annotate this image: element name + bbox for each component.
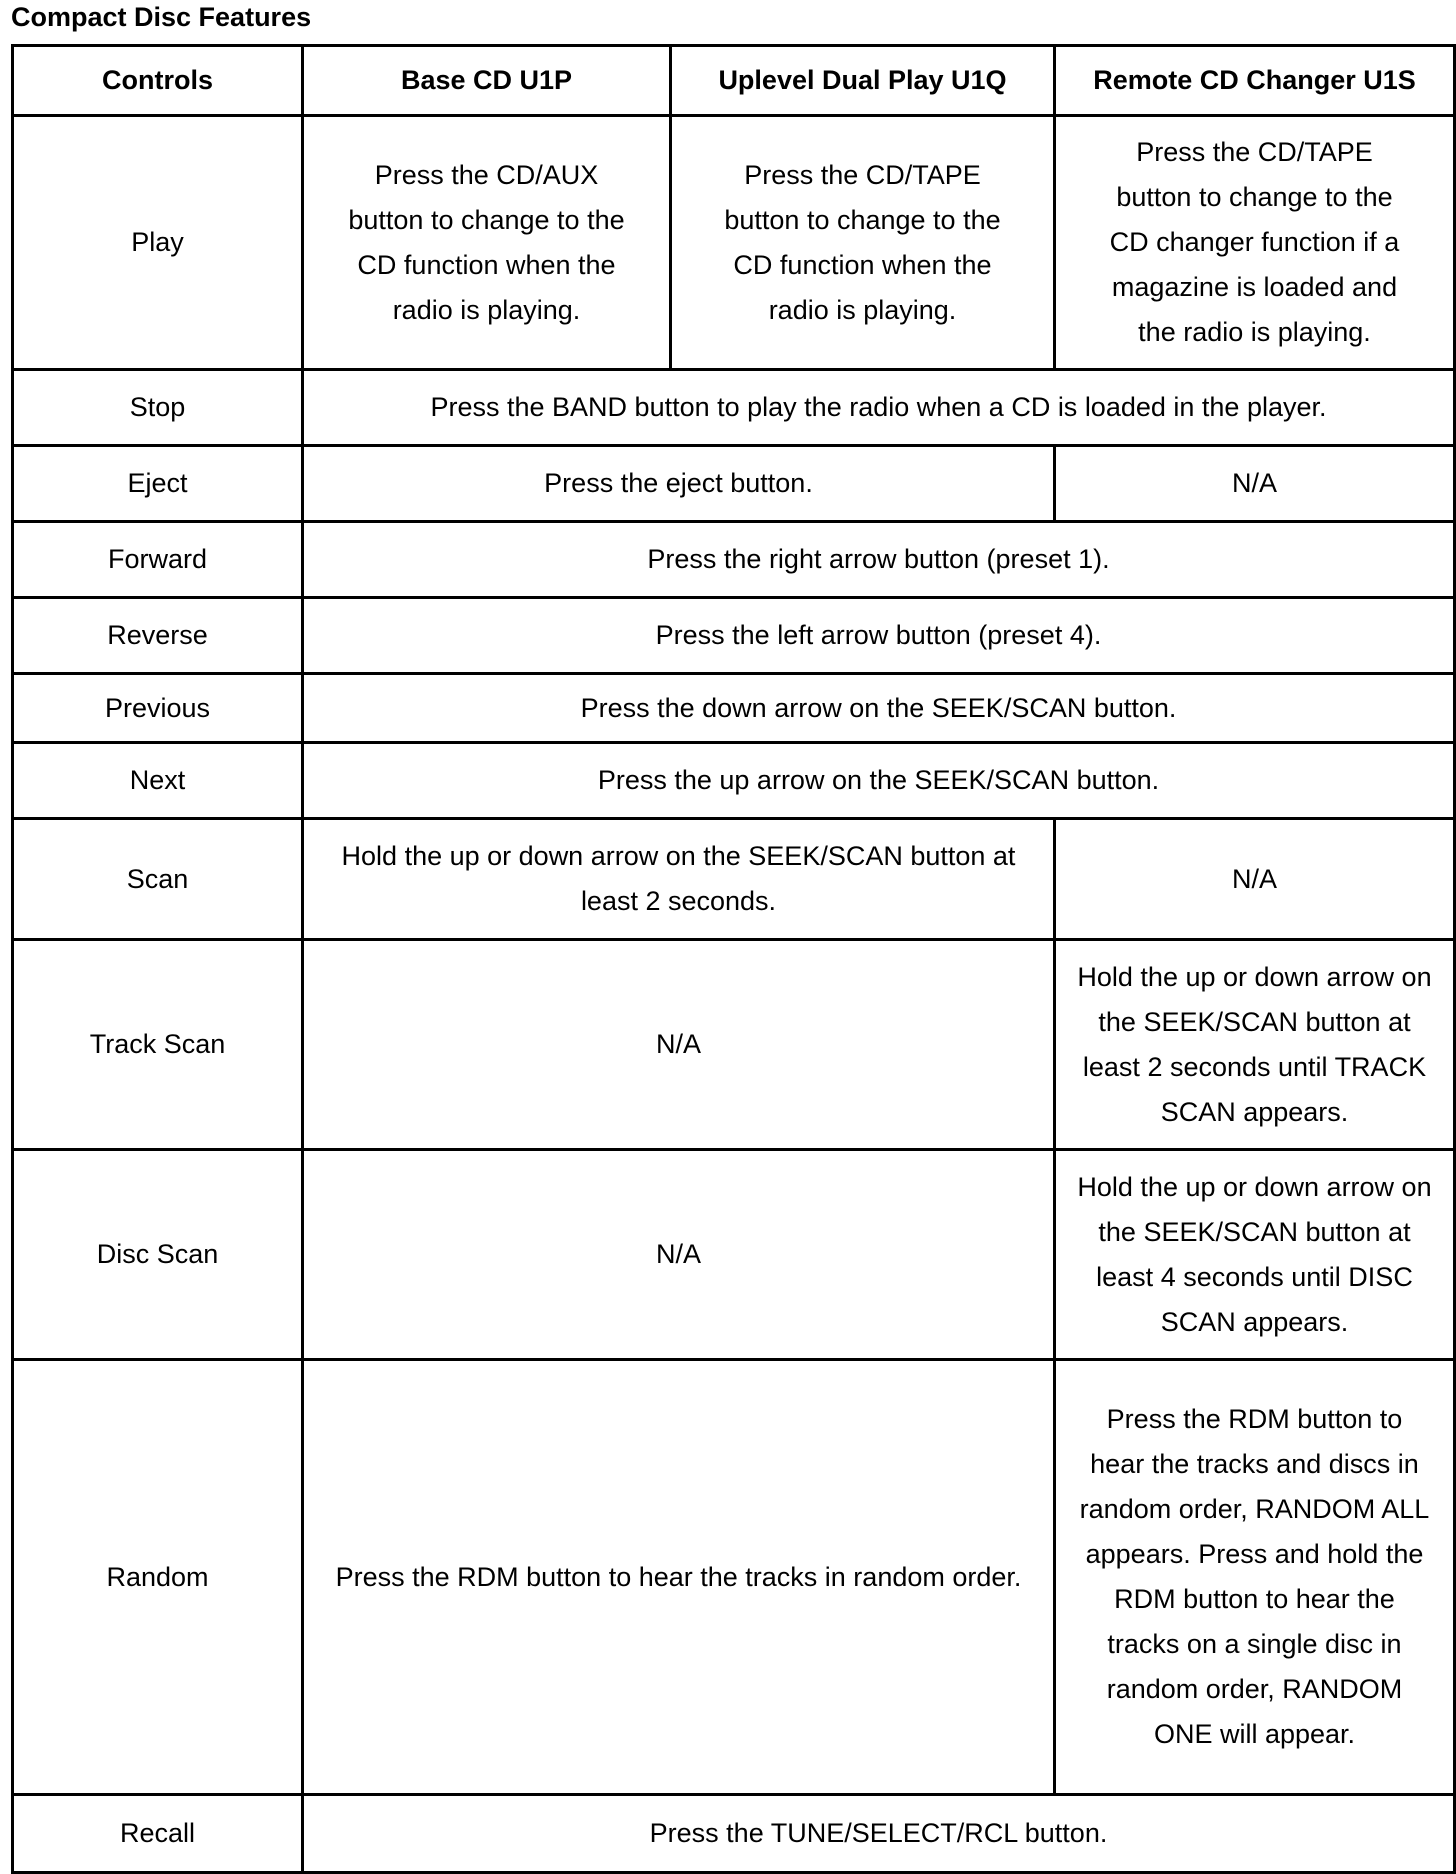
cell-base-uplevel — [303, 1360, 1055, 1795]
cell-text: Hold the up or down arrow on the SEEK/SCAN button at least 2 seconds until TRACK SCAN appears. — [1077, 961, 1432, 1127]
row-label: Reverse — [13, 598, 303, 674]
cell-all: Press the up arrow on the SEEK/SCAN button. — [303, 743, 1455, 819]
row-label: Stop — [13, 370, 303, 446]
cell-all: Press the TUNE/SELECT/RCL button. — [303, 1795, 1455, 1873]
row-random — [13, 1360, 1455, 1795]
cell-remote — [1055, 116, 1455, 370]
cell-text: Hold the up or down arrow on the SEEK/SCAN button at least 2 seconds. — [341, 841, 1016, 916]
row-previous — [13, 674, 1455, 743]
row-label: Forward — [13, 522, 303, 598]
row-label: Track Scan — [13, 940, 303, 1150]
cell-all: Press the left arrow button (preset 4). — [303, 598, 1455, 674]
row-eject — [13, 446, 1455, 522]
row-label: Disc Scan — [13, 1150, 303, 1360]
cell-base-uplevel: Press the eject button. — [303, 446, 1055, 522]
row-stop — [13, 370, 1455, 446]
row-forward — [13, 522, 1455, 598]
cell-base-uplevel: N/A — [303, 940, 1055, 1150]
header-remote-cd-changer: Remote CD Changer U1S — [1055, 46, 1455, 116]
row-label: Previous — [13, 674, 303, 743]
cell-text: Press the RDM button to hear the tracks and discs in random order, RANDOM ALL appears. Press and hold the RDM button to hear the tracks on a single disc in random order, RANDOM ONE will appear. — [1079, 1404, 1430, 1749]
row-play — [13, 116, 1455, 370]
cell-remote: N/A — [1055, 446, 1455, 522]
row-track-scan — [13, 940, 1455, 1150]
cell-text: Press the RDM button to hear the tracks in random order. — [335, 1561, 1022, 1592]
row-reverse — [13, 598, 1455, 674]
features-table — [11, 44, 1456, 1874]
row-label: Recall — [13, 1795, 303, 1873]
header-uplevel-dual-play: Uplevel Dual Play U1Q — [671, 46, 1055, 116]
row-disc-scan — [13, 1150, 1455, 1360]
cell-all: Press the right arrow button (preset 1). — [303, 522, 1455, 598]
cell-text: Hold the up or down arrow on the SEEK/SCAN button at least 4 seconds until DISC SCAN appears. — [1077, 1171, 1432, 1337]
cell-text: Press the CD/AUX button to change to the CD function when the radio is playing. — [348, 159, 625, 325]
cell-base-uplevel: N/A — [303, 1150, 1055, 1360]
cell-text: Press the CD/TAPE button to change to the CD changer function if a magazine is loaded and the radio is playing. — [1109, 137, 1400, 347]
cell-remote — [1055, 1360, 1455, 1795]
cell-text: Press the CD/TAPE button to change to the CD function when the radio is playing. — [724, 159, 1001, 325]
document-title: Compact Disc Features — [11, 2, 312, 32]
cell-remote — [1055, 940, 1455, 1150]
cell-uplevel — [671, 116, 1055, 370]
row-label: Scan — [13, 819, 303, 940]
cell-all: Press the BAND button to play the radio when a CD is loaded in the player. — [303, 370, 1455, 446]
header-base-cd: Base CD U1P — [303, 46, 671, 116]
row-label: Eject — [13, 446, 303, 522]
row-label: Next — [13, 743, 303, 819]
row-scan — [13, 819, 1455, 940]
cell-remote: N/A — [1055, 819, 1455, 940]
header-controls: Controls — [13, 46, 303, 116]
header-row — [13, 46, 1455, 116]
cell-remote — [1055, 1150, 1455, 1360]
row-next — [13, 743, 1455, 819]
row-recall — [13, 1795, 1455, 1873]
cell-all: Press the down arrow on the SEEK/SCAN button. — [303, 674, 1455, 743]
cell-base-uplevel — [303, 819, 1055, 940]
row-label: Random — [13, 1360, 303, 1795]
cell-base — [303, 116, 671, 370]
row-label: Play — [13, 116, 303, 370]
